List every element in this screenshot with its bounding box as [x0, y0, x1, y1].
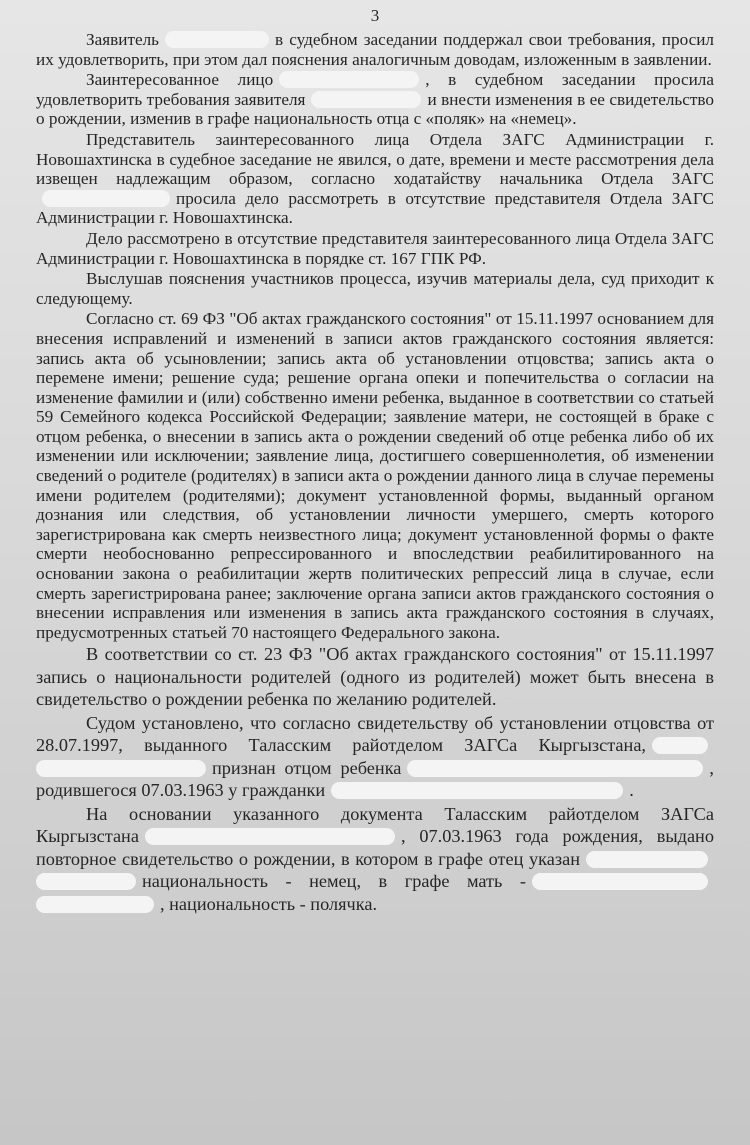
paragraph-article-69: Согласно ст. 69 ФЗ "Об актах гражданского состояния" от 15.11.1997 основанием для внесения исправлений и изменений в записи актов гражданского состояния является: запись акта об усыновлении; запись акта об установлении отцовства; запись акта о перемене имени; решение суда; решение органа опеки и попечительства о согласии на изменение фамилии и (или) собственно имени ребенка, выданное в соответствии со статьей 59 Семейного кодекса Российской Федерации; заявление матери, не состоящей в браке с отцом ребенка, о внесении в запись акта о рождении сведений об отце ребенка либо об их изменении или исключении; заявление лица, достигшего совершеннолетия, об изменении сведений о родителе (родителях) в записи акта о рождении данного лица в случае перемены имени родителем (родителями); документ установленной формы, выданный органом дознания или следствия, об установлении личности умершего, смерть которого зарегистрирована как смерть неизвестного лица; документ установленной формы о факте смерти необоснованно репрессированного и впоследствии реабилитированного на основании закона о реабилитации жертв политических репрессий лица в случае, если смерть зарегистрирована ранее; заключение органа записи актов гражданского состояния о внесении исправления или изменения в запись акта гражданского состояния в случаях, предусмотренных статьей 70 настоящего Федерального закона.	[36, 309, 714, 642]
paragraph-court-finds: Выслушав пояснения участников процесса, изучив материалы дела, суд приходит к следующему.	[36, 269, 714, 308]
redacted-name	[311, 91, 421, 108]
paragraph-interested-person	[36, 70, 714, 129]
redacted-name	[42, 190, 170, 207]
text: в судебном заседании поддержал свои требования, просил их удовлетворить, при этом дал пояснения аналогичным доводам, изложенным в заявлении.	[36, 30, 714, 69]
paragraph-article-23: В соответствии со ст. 23 ФЗ "Об актах гражданского состояния" от 15.11.1997 запись о национальности родителей (одного из родителей) может быть внесена в свидетельство о рождении ребенка по желанию родителей.	[36, 644, 714, 710]
page-number: 3	[370, 6, 380, 25]
paragraph-basis	[36, 803, 714, 916]
text: признан отцом ребенка	[212, 757, 402, 778]
text: родившегося 07.03.1963 у гражданки	[36, 780, 326, 801]
text: Судом установлено, что согласно свидетельству об установлении отцовства от 28.07.1997, выданного Таласским райотделом ЗАГСа Кыргызстана,	[36, 712, 714, 756]
redacted-name	[586, 851, 708, 868]
text: На основании указанного документа Таласским райотделом ЗАГСа Кыргызстана	[36, 803, 714, 847]
text: ,	[709, 757, 714, 778]
redacted-name	[407, 760, 703, 777]
text: .	[629, 780, 634, 801]
text: Заявитель	[86, 30, 160, 49]
redacted-name	[36, 760, 206, 777]
text: Заинтересованное лицо	[86, 70, 274, 90]
redacted-name	[36, 873, 136, 890]
text: , национальность - полячка.	[160, 893, 378, 914]
redacted-name	[331, 782, 623, 799]
paragraph-applicant	[36, 30, 714, 69]
text: национальность - немец, в графе мать -	[142, 871, 526, 892]
redacted-name	[532, 873, 708, 890]
redacted-name	[279, 71, 419, 88]
paragraph-registry-representative	[36, 130, 714, 228]
redacted-name	[145, 828, 395, 845]
text: Представитель заинтересованного лица Отдела ЗАГС Администрации г. Новошахтинска в судебное заседание не явился, о дате, времени и месте рассмотрения дела извещен надлежащим образом, согласно ходатайству начальника Отдела ЗАГС	[36, 129, 714, 189]
redacted-name	[652, 737, 708, 754]
text: , в судебном заседании просила удовлетворить требования заявителя	[36, 70, 714, 109]
redacted-name	[165, 31, 269, 48]
text: просила дело рассмотреть в отсутствие представителя Отдела ЗАГС Администрации г. Новошахтинска.	[36, 188, 714, 228]
text: , 07.03.1963 года рождения, выдано повторное свидетельство о рождении, в котором в графе отец указан	[36, 826, 714, 869]
redacted-name	[36, 896, 154, 913]
paragraph-case-considered: Дело рассмотрено в отсутствие представителя заинтересованного лица Отдела ЗАГС Администрации г. Новошахтинска в порядке ст. 167 ГПК РФ.	[36, 228, 714, 268]
paragraph-court-established	[36, 712, 714, 802]
text: и внести изменения в ее свидетельство о рождении, изменив в графе национальность отца с «поляк» на «немец».	[36, 89, 714, 129]
